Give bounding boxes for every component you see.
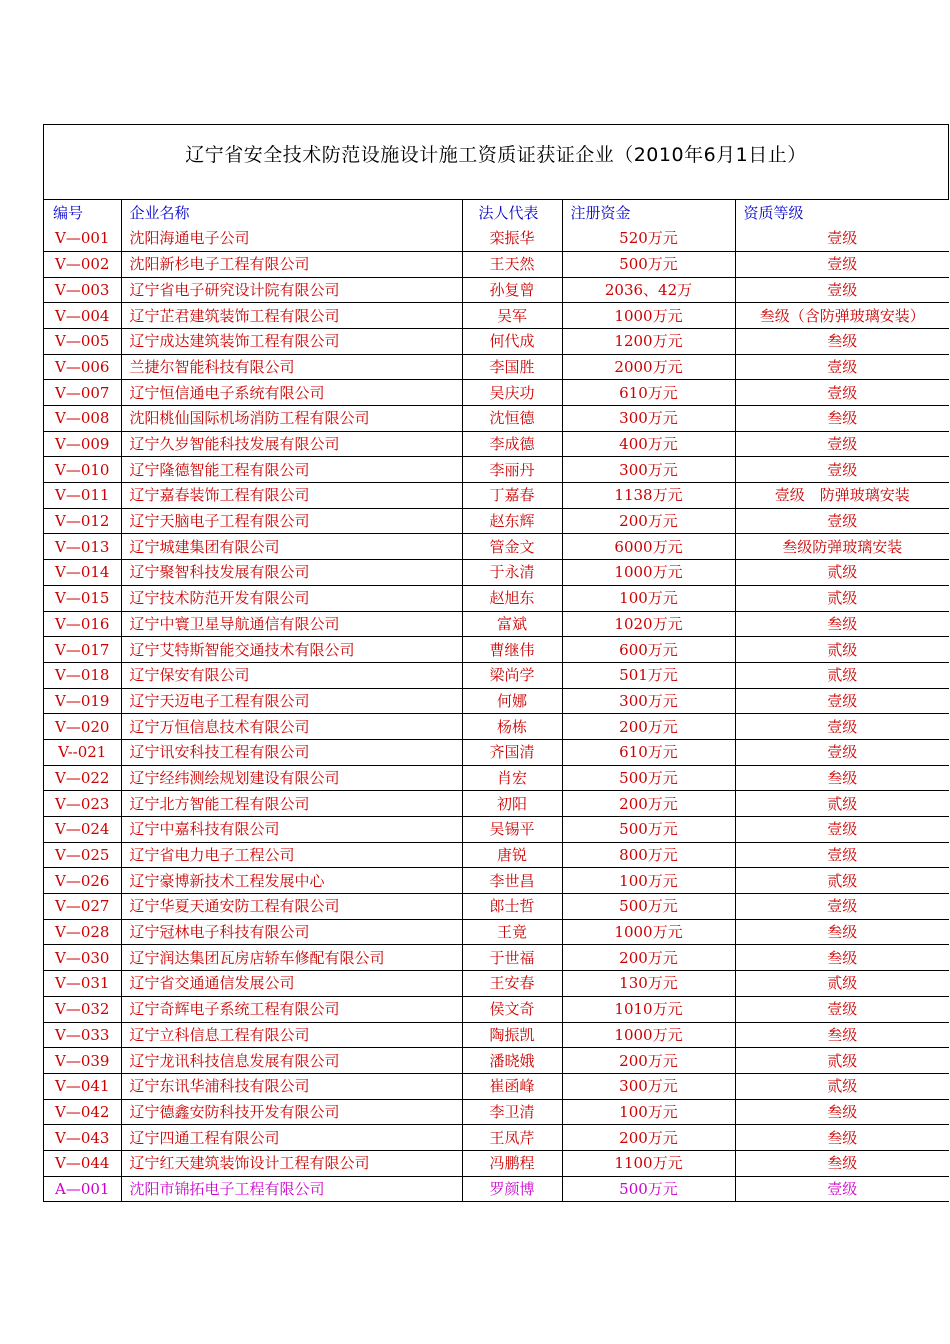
cell-level: 贰级 (735, 791, 949, 817)
cell-no: V—018 (44, 662, 121, 688)
cell-rep: 齐国清 (462, 739, 562, 765)
cell-name: 辽宁冠林电子科技有限公司 (121, 919, 462, 945)
spreadsheet (43, 124, 949, 1202)
cell-name: 辽宁东讯华浦科技有限公司 (121, 1073, 462, 1099)
cell-capital: 300万元 (562, 688, 735, 714)
cell-name: 辽宁立科信息工程有限公司 (121, 1022, 462, 1048)
cell-name: 辽宁聚智科技发展有限公司 (121, 560, 462, 586)
cell-rep: 潘晓娥 (462, 1048, 562, 1074)
table-row (44, 868, 949, 894)
cell-no: V—010 (44, 457, 121, 483)
table-row (44, 251, 949, 277)
cell-level: 壹级 (735, 714, 949, 740)
table-row (44, 508, 949, 534)
cell-capital: 200万元 (562, 945, 735, 971)
cell-no: V—025 (44, 842, 121, 868)
table-row (44, 1150, 949, 1176)
cell-level: 叁级 (735, 919, 949, 945)
cell-level: 壹级 (735, 277, 949, 303)
table-row (44, 1048, 949, 1074)
page-title: 辽宁省安全技术防范设施设计施工资质证获证企业（2010年6月1日止） (185, 143, 807, 166)
cell-no: V—042 (44, 1099, 121, 1125)
cell-rep: 曹继伟 (462, 637, 562, 663)
cell-no: V—009 (44, 431, 121, 457)
cell-name: 沈阳市锦拓电子工程有限公司 (121, 1176, 462, 1202)
cell-rep: 崔函峰 (462, 1073, 562, 1099)
cell-level: 壹级 (735, 1176, 949, 1202)
cell-capital: 100万元 (562, 1099, 735, 1125)
cell-level: 叁级 (735, 1125, 949, 1151)
cell-name: 辽宁中寰卫星导航通信有限公司 (121, 611, 462, 637)
cell-capital: 600万元 (562, 637, 735, 663)
cell-no: V—022 (44, 765, 121, 791)
cell-rep: 李国胜 (462, 354, 562, 380)
cell-level: 壹级 (735, 226, 949, 252)
table-row (44, 714, 949, 740)
cell-name: 辽宁成达建筑装饰工程有限公司 (121, 328, 462, 354)
cell-level: 叁级 (735, 1022, 949, 1048)
cell-level: 叁级防弹玻璃安装 (735, 534, 949, 560)
cell-name: 辽宁省电子研究设计院有限公司 (121, 277, 462, 303)
table-row (44, 894, 949, 920)
cell-rep: 何娜 (462, 688, 562, 714)
table-row (44, 688, 949, 714)
cell-rep: 王竟 (462, 919, 562, 945)
table-row (44, 560, 949, 586)
cell-rep: 王凤芹 (462, 1125, 562, 1151)
cell-name: 辽宁隆德智能工程有限公司 (121, 457, 462, 483)
table-row (44, 431, 949, 457)
table-row (44, 1176, 949, 1202)
cell-name: 辽宁艾特斯智能交通技术有限公司 (121, 637, 462, 663)
cell-no: V--021 (44, 739, 121, 765)
company-table (44, 200, 949, 1202)
cell-level: 贰级 (735, 662, 949, 688)
cell-name: 辽宁芷君建筑装饰工程有限公司 (121, 303, 462, 329)
cell-rep: 唐锐 (462, 842, 562, 868)
cell-level: 壹级 (735, 894, 949, 920)
cell-no: V—012 (44, 508, 121, 534)
cell-no: V—026 (44, 868, 121, 894)
cell-name: 兰捷尔智能科技有限公司 (121, 354, 462, 380)
header-level: 资质等级 (743, 203, 804, 222)
table-row (44, 457, 949, 483)
cell-capital: 501万元 (562, 662, 735, 688)
cell-rep: 吴锡平 (462, 817, 562, 843)
cell-capital: 2000万元 (562, 354, 735, 380)
cell-name: 辽宁奇辉电子系统工程有限公司 (121, 996, 462, 1022)
table-row (44, 277, 949, 303)
table-row (44, 996, 949, 1022)
cell-no: V—020 (44, 714, 121, 740)
cell-no: V—006 (44, 354, 121, 380)
cell-capital: 520万元 (562, 226, 735, 252)
cell-rep: 富斌 (462, 611, 562, 637)
cell-capital: 400万元 (562, 431, 735, 457)
table-row (44, 226, 949, 252)
cell-capital: 1000万元 (562, 919, 735, 945)
table-row (44, 354, 949, 380)
cell-rep: 管金文 (462, 534, 562, 560)
cell-name: 辽宁四通工程有限公司 (121, 1125, 462, 1151)
cell-level: 壹级 (735, 457, 949, 483)
cell-no: V—030 (44, 945, 121, 971)
cell-name: 辽宁华夏天通安防工程有限公司 (121, 894, 462, 920)
cell-capital: 610万元 (562, 380, 735, 406)
cell-rep: 赵旭东 (462, 585, 562, 611)
cell-no: V—001 (44, 226, 121, 252)
cell-level: 壹级 (735, 817, 949, 843)
cell-name: 辽宁嘉春装饰工程有限公司 (121, 483, 462, 509)
cell-level: 壹级 (735, 688, 949, 714)
cell-capital: 500万元 (562, 894, 735, 920)
cell-capital: 300万元 (562, 1073, 735, 1099)
cell-level: 叁级 (735, 611, 949, 637)
cell-no: V—028 (44, 919, 121, 945)
cell-rep: 王安春 (462, 971, 562, 997)
header-capital: 注册资金 (562, 200, 735, 226)
table-row (44, 380, 949, 406)
cell-name: 辽宁久岁智能科技发展有限公司 (121, 431, 462, 457)
cell-no: V—016 (44, 611, 121, 637)
cell-level: 贰级 (735, 971, 949, 997)
cell-no: V—041 (44, 1073, 121, 1099)
cell-rep: 郎士哲 (462, 894, 562, 920)
cell-capital: 1138万元 (562, 483, 735, 509)
cell-name: 辽宁恒信通电子系统有限公司 (121, 380, 462, 406)
header-rep: 法人代表 (462, 200, 562, 226)
cell-name: 沈阳新杉电子工程有限公司 (121, 251, 462, 277)
table-row (44, 585, 949, 611)
table-row (44, 945, 949, 971)
cell-name: 辽宁润达集团瓦房店轿车修配有限公司 (121, 945, 462, 971)
table-row (44, 842, 949, 868)
cell-capital: 200万元 (562, 791, 735, 817)
cell-capital: 200万元 (562, 508, 735, 534)
cell-name: 辽宁经纬测绘规划建设有限公司 (121, 765, 462, 791)
cell-capital: 1020万元 (562, 611, 735, 637)
header-no: 编号 (44, 200, 121, 226)
cell-capital: 2036、42万 (562, 277, 735, 303)
cell-level: 叁级 (735, 1150, 949, 1176)
cell-no: V—019 (44, 688, 121, 714)
cell-rep: 吴庆功 (462, 380, 562, 406)
cell-level: 壹级 (735, 251, 949, 277)
cell-rep: 冯鹏程 (462, 1150, 562, 1176)
cell-level: 叁级 (735, 945, 949, 971)
cell-no: V—031 (44, 971, 121, 997)
cell-level: 壹级 (735, 842, 949, 868)
table-row (44, 303, 949, 329)
table-row (44, 406, 949, 432)
cell-capital: 100万元 (562, 585, 735, 611)
cell-rep: 李卫清 (462, 1099, 562, 1125)
cell-capital: 6000万元 (562, 534, 735, 560)
cell-level: 叁级 (735, 406, 949, 432)
cell-level: 壹级 (735, 354, 949, 380)
cell-rep: 吴军 (462, 303, 562, 329)
cell-level: 壹级 (735, 508, 949, 534)
cell-rep: 赵东辉 (462, 508, 562, 534)
cell-level: 贰级 (735, 1048, 949, 1074)
cell-no: V—043 (44, 1125, 121, 1151)
cell-no: V—023 (44, 791, 121, 817)
cell-capital: 130万元 (562, 971, 735, 997)
cell-level: 叁级 (735, 1099, 949, 1125)
cell-rep: 李成德 (462, 431, 562, 457)
cell-name: 辽宁讯安科技工程有限公司 (121, 739, 462, 765)
cell-rep: 栾振华 (462, 226, 562, 252)
cell-rep: 于永清 (462, 560, 562, 586)
cell-name: 辽宁天脑电子工程有限公司 (121, 508, 462, 534)
table-row (44, 662, 949, 688)
cell-level: 壹级 (735, 380, 949, 406)
cell-rep: 沈恒德 (462, 406, 562, 432)
table-row (44, 971, 949, 997)
table-row (44, 1022, 949, 1048)
cell-rep: 王天然 (462, 251, 562, 277)
cell-rep: 李世昌 (462, 868, 562, 894)
cell-no: V—004 (44, 303, 121, 329)
cell-no: V—033 (44, 1022, 121, 1048)
cell-rep: 丁嘉春 (462, 483, 562, 509)
cell-level: 贰级 (735, 1073, 949, 1099)
cell-no: V—014 (44, 560, 121, 586)
table-row (44, 791, 949, 817)
cell-name: 辽宁城建集团有限公司 (121, 534, 462, 560)
cell-level: 壹级 (735, 739, 949, 765)
header-row (44, 200, 949, 226)
cell-rep: 何代成 (462, 328, 562, 354)
cell-name: 辽宁天迈电子工程有限公司 (121, 688, 462, 714)
cell-name: 沈阳桃仙国际机场消防工程有限公司 (121, 406, 462, 432)
cell-name: 辽宁省电力电子工程公司 (121, 842, 462, 868)
cell-capital: 500万元 (562, 251, 735, 277)
cell-name: 辽宁北方智能工程有限公司 (121, 791, 462, 817)
cell-name: 辽宁豪博新技术工程发展中心 (121, 868, 462, 894)
cell-rep: 杨栋 (462, 714, 562, 740)
table-row (44, 637, 949, 663)
table-row (44, 534, 949, 560)
cell-capital: 200万元 (562, 1125, 735, 1151)
cell-rep: 李丽丹 (462, 457, 562, 483)
cell-no: V—003 (44, 277, 121, 303)
cell-name: 沈阳海通电子公司 (121, 226, 462, 252)
table-row (44, 1099, 949, 1125)
cell-no: V—044 (44, 1150, 121, 1176)
cell-capital: 500万元 (562, 765, 735, 791)
cell-capital: 1200万元 (562, 328, 735, 354)
cell-level: 壹级 防弹玻璃安装 (735, 483, 949, 509)
table-body (44, 226, 949, 1202)
cell-no: V—011 (44, 483, 121, 509)
cell-capital: 1000万元 (562, 560, 735, 586)
cell-level: 贰级 (735, 585, 949, 611)
cell-rep: 肖宏 (462, 765, 562, 791)
cell-level: 贰级 (735, 560, 949, 586)
cell-level: 壹级 (735, 996, 949, 1022)
cell-rep: 罗颜博 (462, 1176, 562, 1202)
cell-level: 叁级（含防弹玻璃安装） (735, 303, 949, 329)
cell-name: 辽宁红天建筑装饰设计工程有限公司 (121, 1150, 462, 1176)
table-row (44, 919, 949, 945)
table-row (44, 328, 949, 354)
cell-capital: 500万元 (562, 817, 735, 843)
table-row (44, 817, 949, 843)
cell-no: V—032 (44, 996, 121, 1022)
cell-no: V—008 (44, 406, 121, 432)
cell-name: 辽宁保安有限公司 (121, 662, 462, 688)
cell-rep: 陶振凯 (462, 1022, 562, 1048)
table-row (44, 483, 949, 509)
cell-no: V—024 (44, 817, 121, 843)
cell-level: 叁级 (735, 765, 949, 791)
cell-no: V—013 (44, 534, 121, 560)
cell-name: 辽宁中嘉科技有限公司 (121, 817, 462, 843)
cell-no: V—002 (44, 251, 121, 277)
cell-capital: 100万元 (562, 868, 735, 894)
cell-capital: 300万元 (562, 457, 735, 483)
cell-no: V—027 (44, 894, 121, 920)
cell-no: V—005 (44, 328, 121, 354)
cell-level: 壹级 (735, 431, 949, 457)
cell-capital: 610万元 (562, 739, 735, 765)
cell-rep: 于世福 (462, 945, 562, 971)
header-name: 企业名称 (121, 200, 462, 226)
cell-capital: 1010万元 (562, 996, 735, 1022)
cell-capital: 500万元 (562, 1176, 735, 1202)
table-row (44, 765, 949, 791)
cell-capital: 1000万元 (562, 1022, 735, 1048)
cell-capital: 300万元 (562, 406, 735, 432)
cell-level: 叁级 (735, 328, 949, 354)
title-row (44, 125, 949, 200)
cell-name: 辽宁技术防范开发有限公司 (121, 585, 462, 611)
cell-capital: 1100万元 (562, 1150, 735, 1176)
cell-level: 贰级 (735, 868, 949, 894)
cell-capital: 200万元 (562, 714, 735, 740)
table-row (44, 1073, 949, 1099)
cell-no: V—007 (44, 380, 121, 406)
cell-name: 辽宁德鑫安防科技开发有限公司 (121, 1099, 462, 1125)
cell-rep: 侯文奇 (462, 996, 562, 1022)
cell-capital: 800万元 (562, 842, 735, 868)
cell-name: 辽宁万恒信息技术有限公司 (121, 714, 462, 740)
cell-name: 辽宁龙讯科技信息发展有限公司 (121, 1048, 462, 1074)
cell-rep: 梁尚学 (462, 662, 562, 688)
cell-capital: 1000万元 (562, 303, 735, 329)
cell-name: 辽宁省交通通信发展公司 (121, 971, 462, 997)
cell-level: 贰级 (735, 637, 949, 663)
table-row (44, 611, 949, 637)
table-row (44, 739, 949, 765)
cell-capital: 200万元 (562, 1048, 735, 1074)
cell-no: V—039 (44, 1048, 121, 1074)
cell-rep: 孙复曾 (462, 277, 562, 303)
cell-rep: 初阳 (462, 791, 562, 817)
cell-no: V—015 (44, 585, 121, 611)
cell-no: A—001 (44, 1176, 121, 1202)
table-row (44, 1125, 949, 1151)
cell-no: V—017 (44, 637, 121, 663)
